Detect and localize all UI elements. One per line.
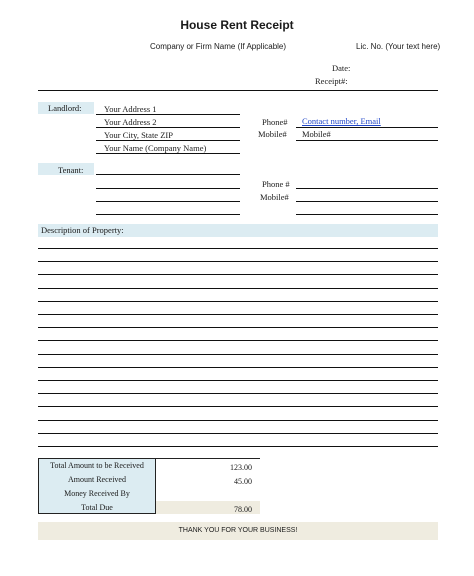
tenant-line-2	[96, 188, 240, 189]
tenant-phone-label: Phone #	[262, 179, 290, 189]
tenant-label: Tenant:	[58, 165, 84, 175]
description-line	[38, 420, 438, 421]
landlord-address2[interactable]: Your Address 2	[104, 117, 157, 127]
description-line	[38, 314, 438, 315]
phone-line	[296, 127, 438, 128]
description-line	[38, 248, 438, 249]
address2-line	[96, 127, 240, 128]
company-name: Company or Firm Name (If Applicable)	[150, 42, 287, 51]
description-line	[38, 406, 438, 407]
description-line	[38, 301, 438, 302]
description-line	[38, 380, 438, 381]
tenant-line-4	[96, 214, 240, 215]
description-line	[38, 340, 438, 341]
totals-row-label: Total Due	[81, 503, 113, 512]
landlord-label: Landlord:	[48, 103, 82, 113]
thank-you-banner: THANK YOU FOR YOUR BUSINESS!	[38, 522, 438, 540]
tenant-extra-line	[296, 214, 438, 215]
description-line	[38, 274, 438, 275]
mobile-line	[296, 140, 438, 141]
landlord-city[interactable]: Your City, State ZIP	[104, 130, 173, 140]
totals-row-value[interactable]: 78.00	[234, 505, 252, 514]
description-line	[38, 354, 438, 355]
receipt-title: House Rent Receipt	[180, 18, 294, 32]
tenant-line-3	[96, 201, 240, 202]
description-line	[38, 367, 438, 368]
landlord-mobile-label: Mobile#	[258, 129, 287, 139]
totals-row-label: Total Amount to be Received	[50, 461, 144, 470]
tenant-line-1	[96, 174, 240, 175]
totals-row-label: Amount Received	[68, 475, 126, 484]
description-line	[38, 393, 438, 394]
tenant-mobile-label: Mobile#	[260, 192, 289, 202]
totals-row-value[interactable]: 123.00	[230, 463, 252, 472]
description-line	[38, 446, 438, 447]
license-number: Lic. No. (Your text here)	[356, 42, 441, 51]
landlord-name[interactable]: Your Name (Company Name)	[104, 143, 207, 153]
landlord-phone-value[interactable]: Contact number, Email	[302, 116, 381, 126]
description-line	[38, 288, 438, 289]
tenant-phone-line	[296, 188, 438, 189]
landlord-phone-label: Phone#	[262, 117, 288, 127]
description-line	[38, 327, 438, 328]
totals-row-label: Money Received By	[64, 489, 130, 498]
description-line	[38, 261, 438, 262]
name-line	[96, 153, 240, 154]
city-line	[96, 140, 240, 141]
tenant-mobile-line	[296, 201, 438, 202]
date-label: Date:	[332, 63, 351, 73]
receipt-number-label: Receipt#:	[315, 76, 348, 86]
address1-line	[96, 114, 240, 115]
landlord-address1[interactable]: Your Address 1	[104, 104, 157, 114]
property-label: Description of Property:	[41, 225, 124, 235]
totals-row-value[interactable]: 45.00	[234, 477, 252, 486]
landlord-mobile-value[interactable]: Mobile#	[302, 129, 331, 139]
header-divider	[38, 90, 438, 91]
description-line	[38, 433, 438, 434]
